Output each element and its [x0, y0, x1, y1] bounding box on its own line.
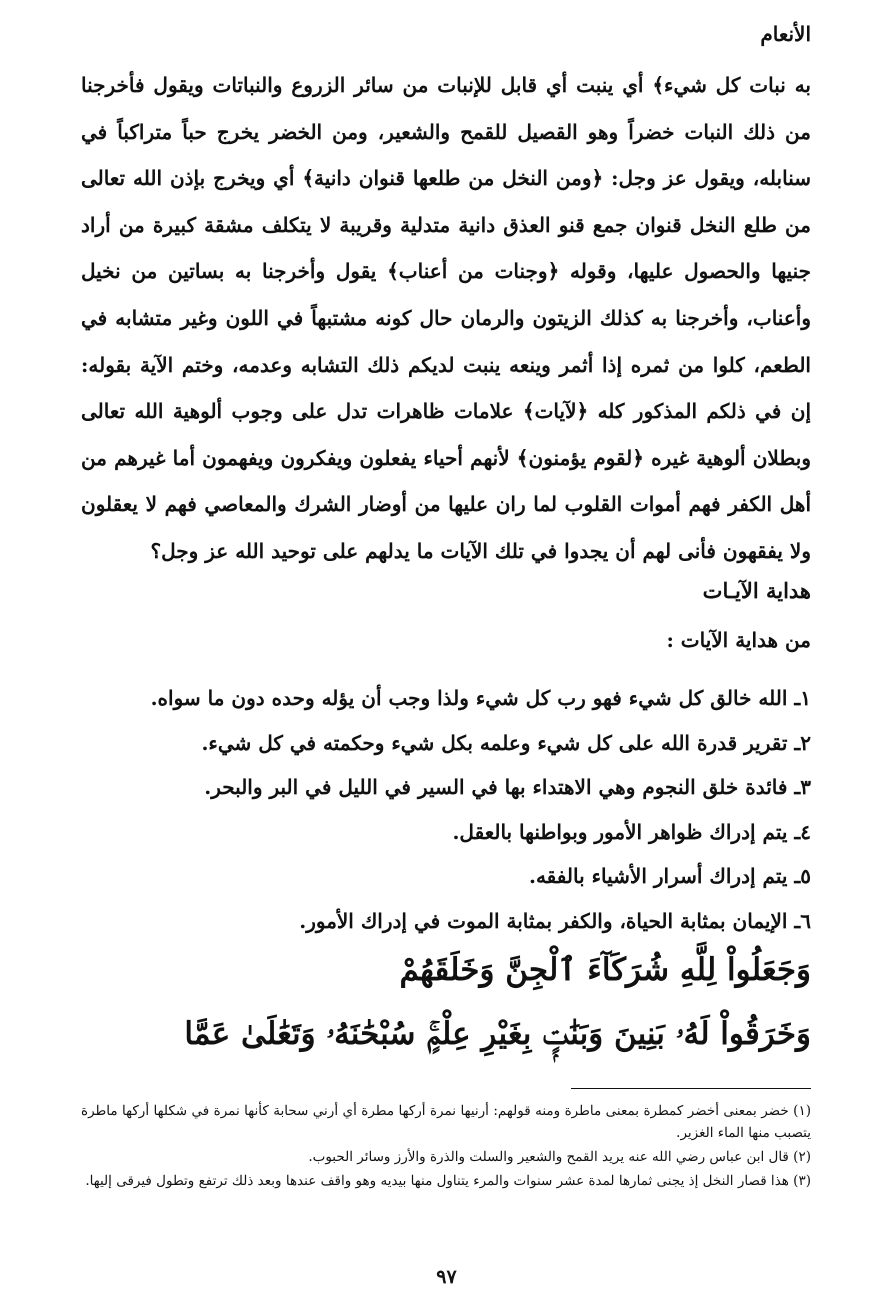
- guidance-item-6: ٦ـ الإيمان بمثابة الحياة، والكفر بمثابة الموت في إدراك الأمور.: [299, 908, 811, 933]
- tafsir-paragraph: به نبات كل شيء﴾ أي ينبت أي قابل للإنبات من سائر الزروع والنباتات ويقول فأخرجنا من ذلك النبات خضراً وهو القصيل للقمح والشعير، ومن الخضر يخرج حباً متراكباً في سنابله، ويقول عز وجل: ﴿ومن النخل من طلعها قنوان دانية﴾ أي ويخرج بإذن الله تعالى من طلع النخل قنوان جمع قنو العذق دانية متدلية وقريبة لا يتكلف مشقة كبيرة من أراد جنيها والحصول عليها، وقوله ﴿وجنات من أعناب﴾ يقول وأخرجنا به بساتين من نخيل وأعناب، وأخرجنا به كذلك الزيتون والرمان حال كونه مشتبهاً في اللون وغير متشابه في الطعم، كلوا من ثمره إذا أثمر وينعه ينبت لديكم ذلك التشابه وعدمه، وختم الآية بقوله: إن في ذلكم المذكور كله ﴿لآيات﴾ علامات ظاهرات تدل على وجوب ألوهية الله تعالى وبطلان ألوهية غيره ﴿لقوم يؤمنون﴾ لأنهم أحياء يفعلون ويفكرون ويفهمون أما غيرهم من أهل الكفر فهم أموات القلوب لما ران عليها من أوضار الشرك والمعاصي فهم لا يعقلون ولا يفقهون فأنى لهم أن يجدوا في تلك الآيات ما يدلهم على توحيد الله عز وجل؟: [81, 73, 811, 563]
- guidance-item-4: ٤ـ يتم إدراك ظواهر الأمور وبواطنها بالعقل.: [452, 819, 811, 844]
- footnote-divider: [571, 1088, 811, 1089]
- tafsir-body: [81, 62, 811, 575]
- guidance-heading: هداية الآيـات: [702, 578, 811, 603]
- guidance-item-5: ٥ـ يتم إدراك أسرار الأشياء بالفقه.: [529, 864, 811, 888]
- guidance-intro: من هداية الآيات :: [666, 628, 811, 652]
- running-header-surah-name: الأنعام: [760, 22, 811, 46]
- guidance-list: [81, 676, 811, 943]
- page-number: ٩٧: [436, 1266, 457, 1288]
- quran-verse-line-1: وَجَعَلُواْ لِلَّهِ شُرَكَآءَ ٱلْجِنَّ وَخَلَقَهُمْ: [399, 952, 811, 988]
- footnote-1: (١) خضر بمعنى أخضر كمطرة بمعنى ماطرة ومنه قولهم: أرنيها نمرة أركها مطرة أي أرني سحابة كأنها نمرة في شكلها أركها ماطرة يتصبب منها الماء الغزير.: [81, 1103, 811, 1141]
- footnote-2: (٢) قال ابن عباس رضي الله عنه يريد القمح والشعير والسلت والذرة والأرز وسائر الحبوب.: [308, 1149, 811, 1165]
- guidance-item-3: ٣ـ فائدة خلق النجوم وهي الاهتداء بها في السير في الليل في البر والبحر.: [204, 775, 811, 799]
- footnote-3: (٣) هذا قصار النخل إذ يجنى ثمارها لمدة عشر سنوات والمرء يتناول منها بيديه وهو واقف عندها وبعد ذلك ترتفع وتطول فيرقى إليها.: [85, 1173, 811, 1189]
- guidance-item-2: ٢ـ تقرير قدرة الله على كل شيء وعلمه بكل شيء وحكمته في كل شيء.: [201, 730, 811, 755]
- guidance-item-1: ١ـ الله خالق كل شيء فهو رب كل شيء ولذا وجب أن يؤله وحده دون ما سواه.: [150, 686, 811, 710]
- quran-verse-line-2: وَخَرَقُواْ لَهُۥ بَنِينَ وَبَنَٰتٍۭ بِغَيْرِ عِلْمٍۚ سُبْحَٰنَهُۥ وَتَعَٰلَىٰ عَمَّا: [184, 1016, 811, 1052]
- footnotes: [81, 1100, 811, 1194]
